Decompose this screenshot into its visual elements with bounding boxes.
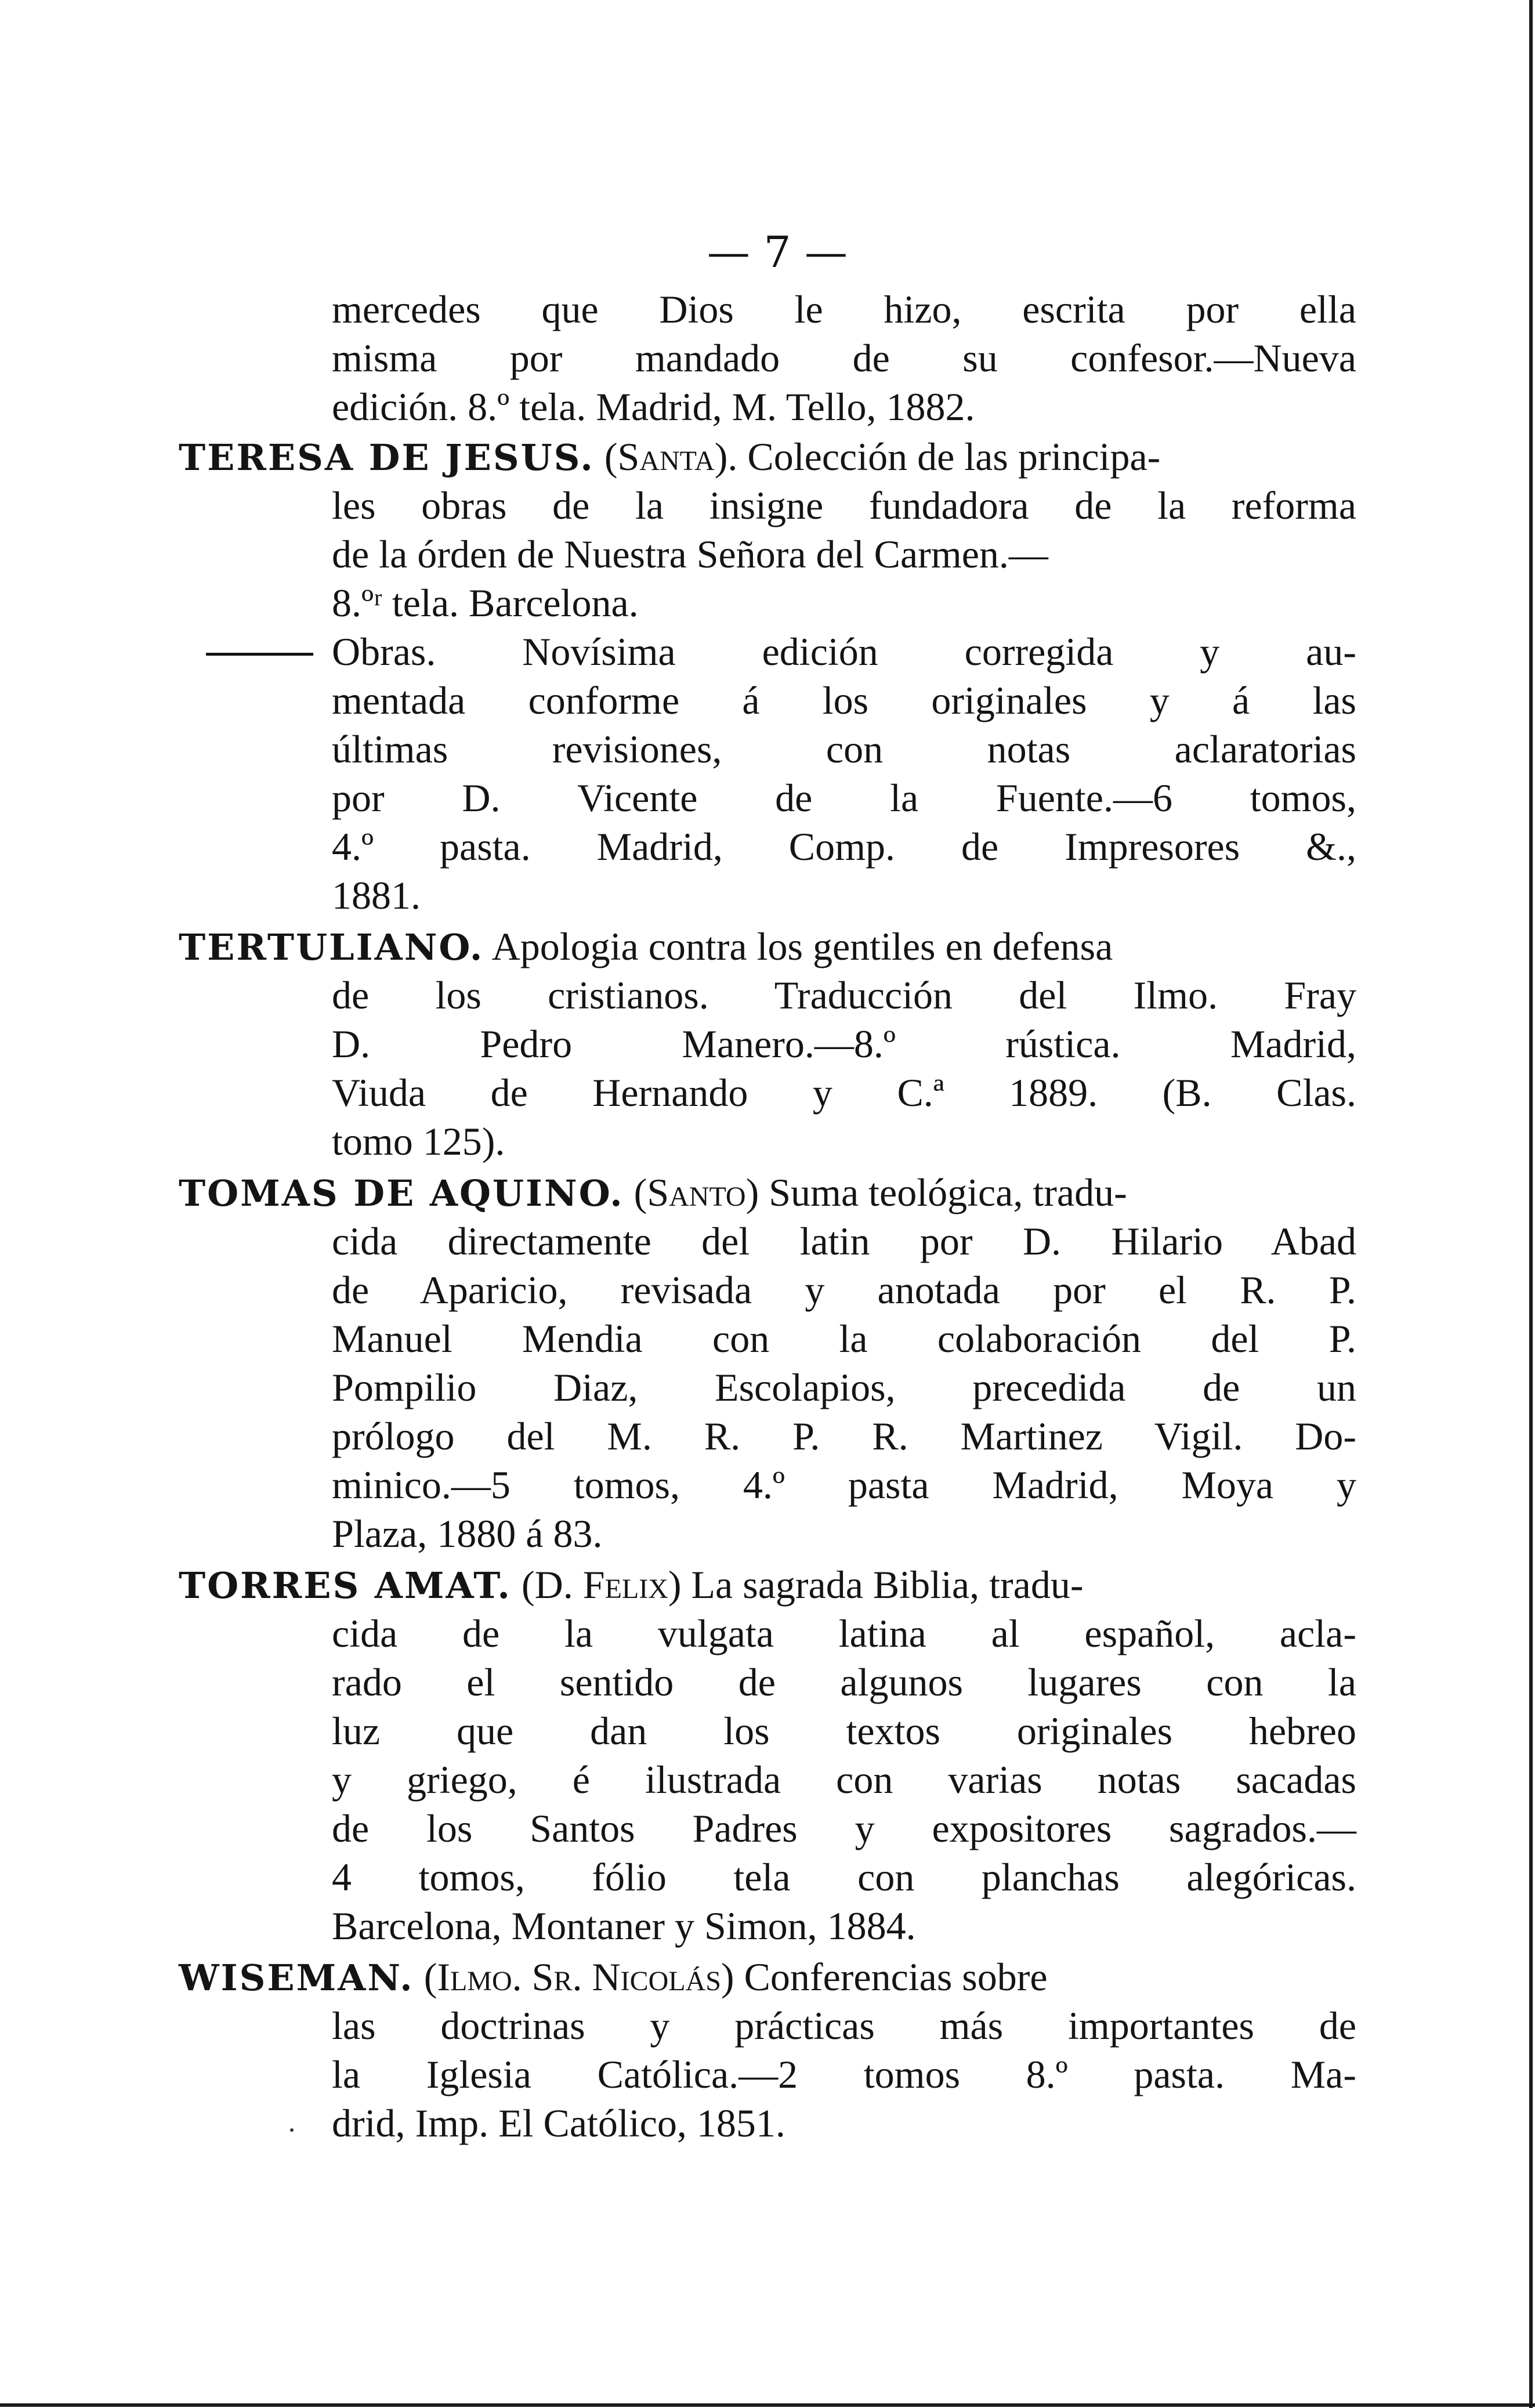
text-line: por D. Vicente de la Fuente.—6 tomos,: [332, 776, 1356, 820]
text-line: 4.º pasta. Madrid, Comp. de Impresores &.,: [332, 825, 1356, 869]
text-line: 1881.: [332, 873, 421, 917]
text-line: últimas revisiones, con notas aclaratorias: [332, 727, 1356, 771]
text-line: drid, Imp. El Católico, 1851.: [332, 2101, 785, 2145]
text-line: Barcelona, Montaner y Simon, 1884.: [332, 1904, 916, 1948]
text-line: de la órden de Nuestra Señora del Carmen.—: [332, 532, 1048, 576]
entry-text: Conferencias sobre: [744, 1955, 1048, 1999]
text-line: Manuel Mendia con la colaboración del P.: [332, 1317, 1356, 1361]
entry-teresa: [179, 432, 1356, 482]
text-line: cida directamente del latin por D. Hilario Abad: [332, 1219, 1356, 1263]
entry-heading: TOMAS DE AQUINO.: [179, 1172, 624, 1214]
text-line: de los cristianos. Traducción del Ilmo. Fray: [332, 973, 1356, 1017]
page-border-right: [1529, 0, 1533, 2408]
text-line: cida de la vulgata latina al español, acla-: [332, 1611, 1356, 1655]
text-line: Viuda de Hernando y C.ª 1889. (B. Clas.: [332, 1071, 1356, 1115]
entry-heading: TERTULIANO.: [179, 926, 484, 968]
entry-heading: TORRES AMAT.: [179, 1564, 512, 1607]
entry-text: Colección de las principa-: [747, 435, 1161, 479]
entry-text: Apologia contra los gentiles en defensa: [491, 924, 1113, 968]
entry-tertuliano: [179, 921, 1356, 971]
entry-text: La sagrada Biblia, tradu-: [691, 1563, 1084, 1607]
text-line: y griego, é ilustrada con varias notas sacadas: [332, 1758, 1356, 1802]
text-line: Pompilio Diaz, Escolapios, precedida de un: [332, 1365, 1356, 1409]
text-line: misma por mandado de su confesor.—Nueva: [332, 336, 1356, 380]
entry-text: Suma teológica, tradu-: [769, 1170, 1127, 1214]
ditto-dash: [206, 653, 313, 656]
text-line: 4 tomos, fólio tela con planchas alegóricas.: [332, 1855, 1356, 1899]
entry-wiseman: [179, 1952, 1356, 2002]
entry-heading: WISEMAN.: [179, 1957, 414, 1999]
text-line: Plaza, 1880 á 83.: [332, 1512, 603, 1556]
text-line: D. Pedro Manero.—8.º rústica. Madrid,: [332, 1022, 1356, 1066]
entry-qualifier: (Santa).: [604, 435, 738, 479]
page-border-bottom: [0, 2403, 1535, 2407]
text-line: de Aparicio, revisada y anotada por el R. P.: [332, 1268, 1356, 1312]
entry-qualifier: (D. Felix): [522, 1563, 682, 1607]
text-line: edición. 8.º tela. Madrid, M. Tello, 1882.: [332, 385, 975, 429]
entry-heading: TERESA DE JESUS.: [179, 436, 595, 479]
entry-tomas: [179, 1167, 1356, 1217]
entry-qualifier: (Santo): [633, 1170, 759, 1214]
text-line: les obras de la insigne fundadora de la reforma: [332, 483, 1356, 527]
text-line: la Iglesia Católica.—2 tomos 8.º pasta. Ma-: [332, 2052, 1356, 2096]
page-number: — 7 —: [707, 227, 848, 277]
entry-torres-amat: [179, 1560, 1356, 1610]
text-line: minico.—5 tomos, 4.º pasta Madrid, Moya y: [332, 1463, 1356, 1507]
text-line: Obras. Novísima edición corregida y au-: [332, 630, 1356, 674]
text-line: 8.ºʳ tela. Barcelona.: [332, 581, 639, 625]
text-line: mercedes que Dios le hizo, escrita por ella: [332, 287, 1356, 331]
text-line: luz que dan los textos originales hebreo: [332, 1709, 1356, 1753]
entry-qualifier: (Ilmo. Sr. Nicolás): [423, 1955, 734, 1999]
text-line: prólogo del M. R. P. R. Martinez Vigil. Do-: [332, 1414, 1356, 1458]
text-line: de los Santos Padres y expositores sagrados.—: [332, 1806, 1356, 1850]
text-line: tomo 125).: [332, 1119, 505, 1163]
text-line: rado el sentido de algunos lugares con la: [332, 1660, 1356, 1704]
print-speck: [290, 2128, 294, 2132]
text-line: mentada conforme á los originales y á las: [332, 678, 1356, 722]
text-line: las doctrinas y prácticas más importantes de: [332, 2004, 1356, 2048]
